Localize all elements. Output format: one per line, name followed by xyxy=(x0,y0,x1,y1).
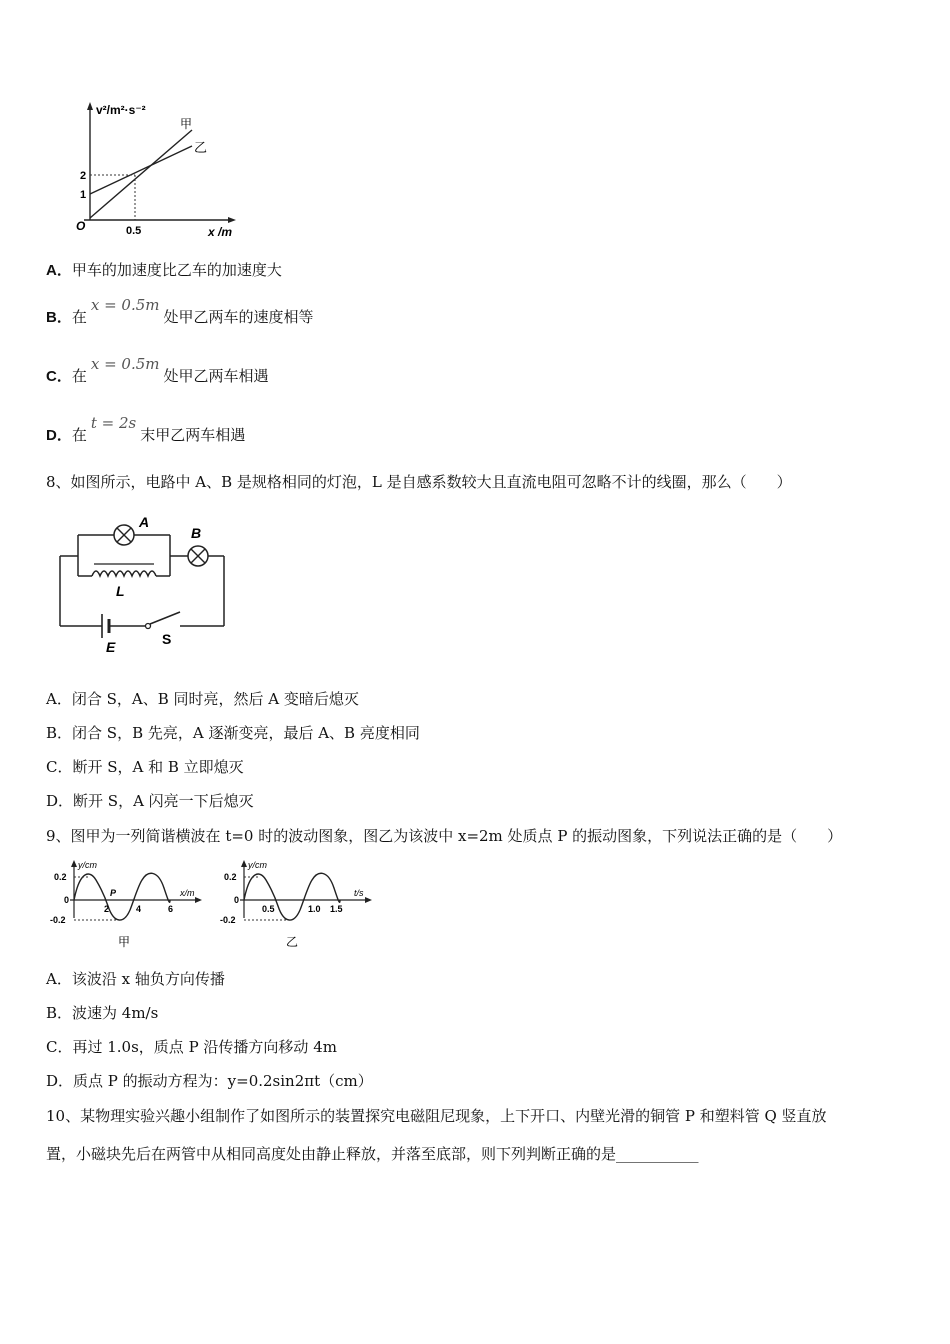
label-s: S xyxy=(162,631,172,647)
option-text-pre: 在 xyxy=(71,367,87,385)
math-formula: t = 2s xyxy=(90,414,137,432)
caption-jia: 甲 xyxy=(118,935,131,949)
wave-graph-jia xyxy=(46,858,206,952)
tick-y-1: 1 xyxy=(80,189,87,201)
q9-option-d[interactable]: D．质点 P 的振动方程为：y=0.2sin2πt（cm） xyxy=(46,1072,373,1090)
x-axis-arrow xyxy=(195,897,202,903)
label-b: B xyxy=(191,525,202,541)
v2-x-graph xyxy=(44,90,254,240)
label-e: E xyxy=(106,639,116,655)
x-label: t/s xyxy=(354,888,364,898)
q7-option-c[interactable] xyxy=(46,355,269,387)
tick-x-0.5: 0.5 xyxy=(126,225,142,237)
y-label: y/cm xyxy=(78,860,97,870)
q8-option-a[interactable]: A．闭合 S，A、B 同时亮，然后 A 变暗后熄灭 xyxy=(46,690,359,708)
line-jia xyxy=(90,130,192,218)
label-yi: 乙 xyxy=(194,140,208,155)
math-formula: x = 0.5m xyxy=(90,355,160,373)
option-letter: A． xyxy=(46,262,72,279)
t-tick: 1.5 xyxy=(330,904,343,914)
q7-option-b[interactable] xyxy=(46,296,314,328)
lamp-b xyxy=(188,546,208,566)
q9-option-b[interactable]: B．波速为 4m/s xyxy=(46,1004,159,1022)
x-axis-arrow xyxy=(228,217,236,223)
switch-s xyxy=(146,612,181,629)
q7-option-d[interactable] xyxy=(46,414,246,446)
x-tick: 4 xyxy=(136,904,142,914)
q8-stem: 8、如图所示，电路中 A、B 是规格相同的灯泡，L 是自感系数较大且直流电阻可忽略不计的线圈，那么（ ） xyxy=(46,473,792,491)
y-label: y/cm xyxy=(248,860,267,870)
option-text: 甲车的加速度比乙车的加速度大 xyxy=(71,261,282,279)
x-label: x/m xyxy=(180,888,195,898)
vibration-curve xyxy=(244,873,340,920)
q9-option-a[interactable]: A．该波沿 x 轴负方向传播 xyxy=(46,970,225,988)
x-tick: 2 xyxy=(104,904,110,914)
wave-curve xyxy=(74,873,170,920)
vibration-graph-yi xyxy=(216,858,376,952)
option-letter: D． xyxy=(46,427,72,444)
q9-stem: 9、图甲为一列简谐横波在 t=0 时的波动图象，图乙为该波中 x=2m 处质点 P 的振动图象，下列说法正确的是（ ） xyxy=(46,827,843,845)
option-letter: B． xyxy=(46,309,72,326)
option-text-pre: 在 xyxy=(71,308,87,326)
y-zero: 0 xyxy=(64,895,70,905)
y-bottom: -0.2 xyxy=(50,915,66,925)
y-axis-arrow xyxy=(87,102,93,110)
point-p: P xyxy=(110,888,117,898)
y-top: 0.2 xyxy=(54,872,67,882)
label-a: A xyxy=(139,514,150,530)
t-tick: 1.0 xyxy=(308,904,321,914)
option-text-post: 处甲乙两车的速度相等 xyxy=(163,308,314,326)
q8-option-b[interactable]: B．闭合 S，B 先亮，A 逐渐变亮，最后 A、B 亮度相同 xyxy=(46,724,420,742)
y-axis-arrow xyxy=(71,860,77,867)
y-bottom: -0.2 xyxy=(220,915,236,925)
lamp-a xyxy=(114,525,134,545)
origin-label: O xyxy=(76,219,86,233)
t-tick: 0.5 xyxy=(262,904,275,914)
q7-option-a[interactable] xyxy=(46,260,282,281)
q10-stem-line1: 10、某物理实验兴趣小组制作了如图所示的装置探究电磁阻尼现象，上下开口、内壁光滑的铜管 P 和塑料管 Q 竖直放 xyxy=(46,1107,827,1125)
option-letter: C． xyxy=(46,368,72,385)
x-tick: 6 xyxy=(168,904,174,914)
label-jia: 甲 xyxy=(180,117,193,131)
x-axis-label: x /m xyxy=(208,225,233,239)
tick-y-2: 2 xyxy=(80,170,87,182)
battery-e xyxy=(102,614,109,638)
q9-option-c[interactable]: C．再过 1.0s，质点 P 沿传播方向移动 4m xyxy=(46,1038,337,1056)
x-axis-arrow xyxy=(365,897,372,903)
q8-option-d[interactable]: D．断开 S，A 闪亮一下后熄灭 xyxy=(46,792,254,810)
option-text-post: 末甲乙两车相遇 xyxy=(140,426,246,444)
q10-stem-line2: 置，小磁块先后在两管中从相同高度处由静止释放，并落至底部，则下列判断正确的是___________ xyxy=(46,1145,699,1163)
caption-yi: 乙 xyxy=(286,935,299,949)
y-zero: 0 xyxy=(234,895,240,905)
y-top: 0.2 xyxy=(224,872,237,882)
q8-option-c[interactable]: C．断开 S，A 和 B 立即熄灭 xyxy=(46,758,244,776)
option-text-pre: 在 xyxy=(71,426,87,444)
y-axis-arrow xyxy=(241,860,247,867)
inductor-l xyxy=(92,571,156,576)
option-text-post: 处甲乙两车相遇 xyxy=(163,367,269,385)
circuit-diagram xyxy=(52,512,232,660)
y-axis-label: v²/m²·s⁻² xyxy=(96,103,146,117)
math-formula: x = 0.5m xyxy=(90,296,160,314)
label-l: L xyxy=(116,583,125,599)
line-yi xyxy=(90,146,192,194)
